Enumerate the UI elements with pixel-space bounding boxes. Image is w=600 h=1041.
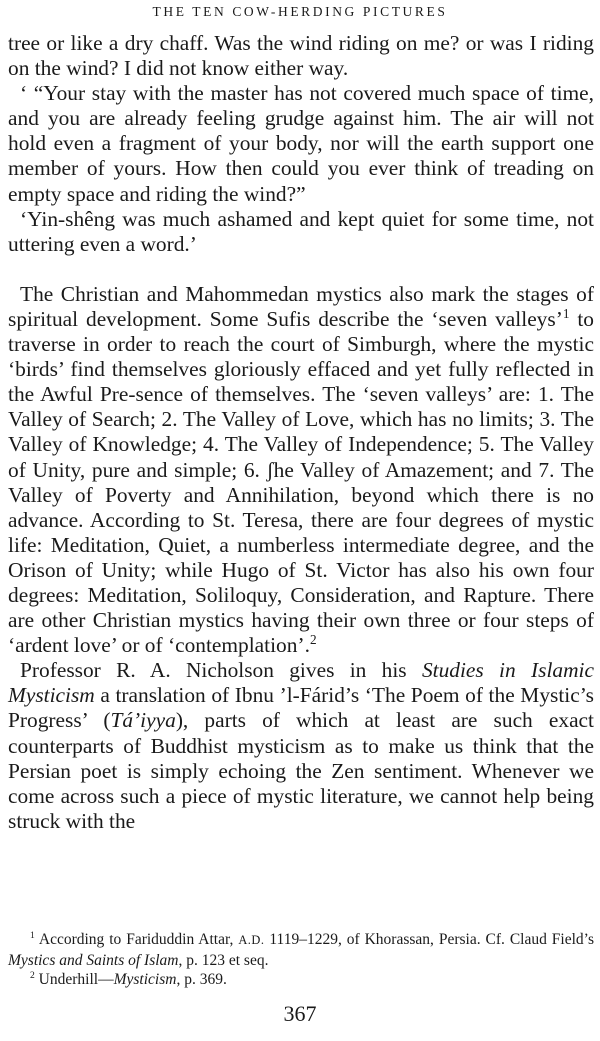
footnote-1-text-c: , p. 123 et seq. (178, 951, 269, 969)
footnote-2-marker: 2 (30, 969, 35, 981)
paragraph-closing-quote: ‘Yin-shêng was much ashamed and kept quiet for some time, not uttering even a word.’ (8, 206, 594, 256)
main-text (8, 31, 594, 834)
footnote-1-title: Mystics and Saints of Islam (8, 951, 179, 969)
page-number: 367 (283, 1001, 317, 1026)
footnote-1-text-a: According to Fariduddin Attar, (34, 931, 239, 948)
paragraph-quote: ‘ “Your stay with the master has not covered much space of time, and you are already feeling grudge against him. The air will not hold even a fragment of your body, nor will the earth support one member of yours. How then could you ever think of treading on empty space and riding the wind?” (8, 81, 594, 206)
footnote-ref-2: 2 (309, 632, 317, 648)
paragraph-mystics-text-a: The Christian and Mahommedan mystics also mark the stages of spiritual development. Some Sufis describe the ‘seven valleys’ (8, 281, 594, 331)
book-title-studies: Studies in Islamic Mysticism (8, 658, 594, 708)
footnote-2-title: Mysticism (113, 971, 177, 988)
footnote-1 (8, 930, 594, 970)
footnote-2-text-a: Underhill— (34, 971, 114, 988)
footnote-2-text-b: , p. 369. (176, 971, 227, 988)
paragraph-mystics-text-b: to traverse in order to reach the court of Simburgh, where the mystic ‘birds’ find themselves gloriously effaced and yet fully reflected in the Awful Pre-sence of themselves. The ‘seven valleys’ are: 1. The Valley of Search; 2. The Valley of Love, which has no limits; 3. The Valley of Knowledge; 4. The Valley of Independence; 5. The Valley of Unity, pure and simple; 6. ʃhe Valley of Amazement; and 7. The Valley of Poverty and Annihilation, beyond which there is no advance. According to St. Teresa, there are four degrees of mystic life: Meditation, Quiet, a numberless intermediate degree, and the Orison of Unity; while Hugo of St. Victor has also his own four degrees: Meditation, Soliloquy, Consideration, and Rapture. There are other Christian mystics having their own three or four steps of ‘ardent love’ or of ‘contemplation’. (8, 306, 594, 658)
paragraph-mystics (8, 282, 594, 658)
footnote-1-text-b: 1119–1229, of Khorassan, Persia. Cf. Claud Field’s (264, 931, 594, 948)
paragraph-nicholson (8, 658, 594, 834)
paragraph-nicholson-text-b: a translation of Ibnu ’l-Fárid’s ‘The Poem of the Mystic’s Progress’ ( (8, 683, 594, 733)
footnote-ref-1: 1 (562, 305, 570, 321)
paragraph-nicholson-text-a: Professor R. A. Nicholson gives in his (20, 658, 422, 683)
footnote-2 (8, 970, 594, 990)
poem-title-taiyya: Tá’iyya (110, 708, 176, 733)
footnote-1-marker: 1 (30, 929, 35, 941)
footnotes (8, 930, 594, 990)
paragraph-continuation: tree or like a dry chaff. Was the wind riding on me? or was I riding on the wind? I did not know either way. (8, 31, 594, 81)
running-head: THE TEN COW-HERDING PICTURES (152, 4, 448, 19)
paragraph-nicholson-text-c: ), parts of which at least are such exact counterparts of Buddhist mysticism as to make us think that the Persian poet is simply echoing the Zen sentiment. Whenever we come across such a piece of mystic literature, we cannot help being struck with the (8, 708, 594, 833)
footnote-1-ad: A.D. (238, 933, 265, 947)
section-gap (8, 257, 594, 282)
